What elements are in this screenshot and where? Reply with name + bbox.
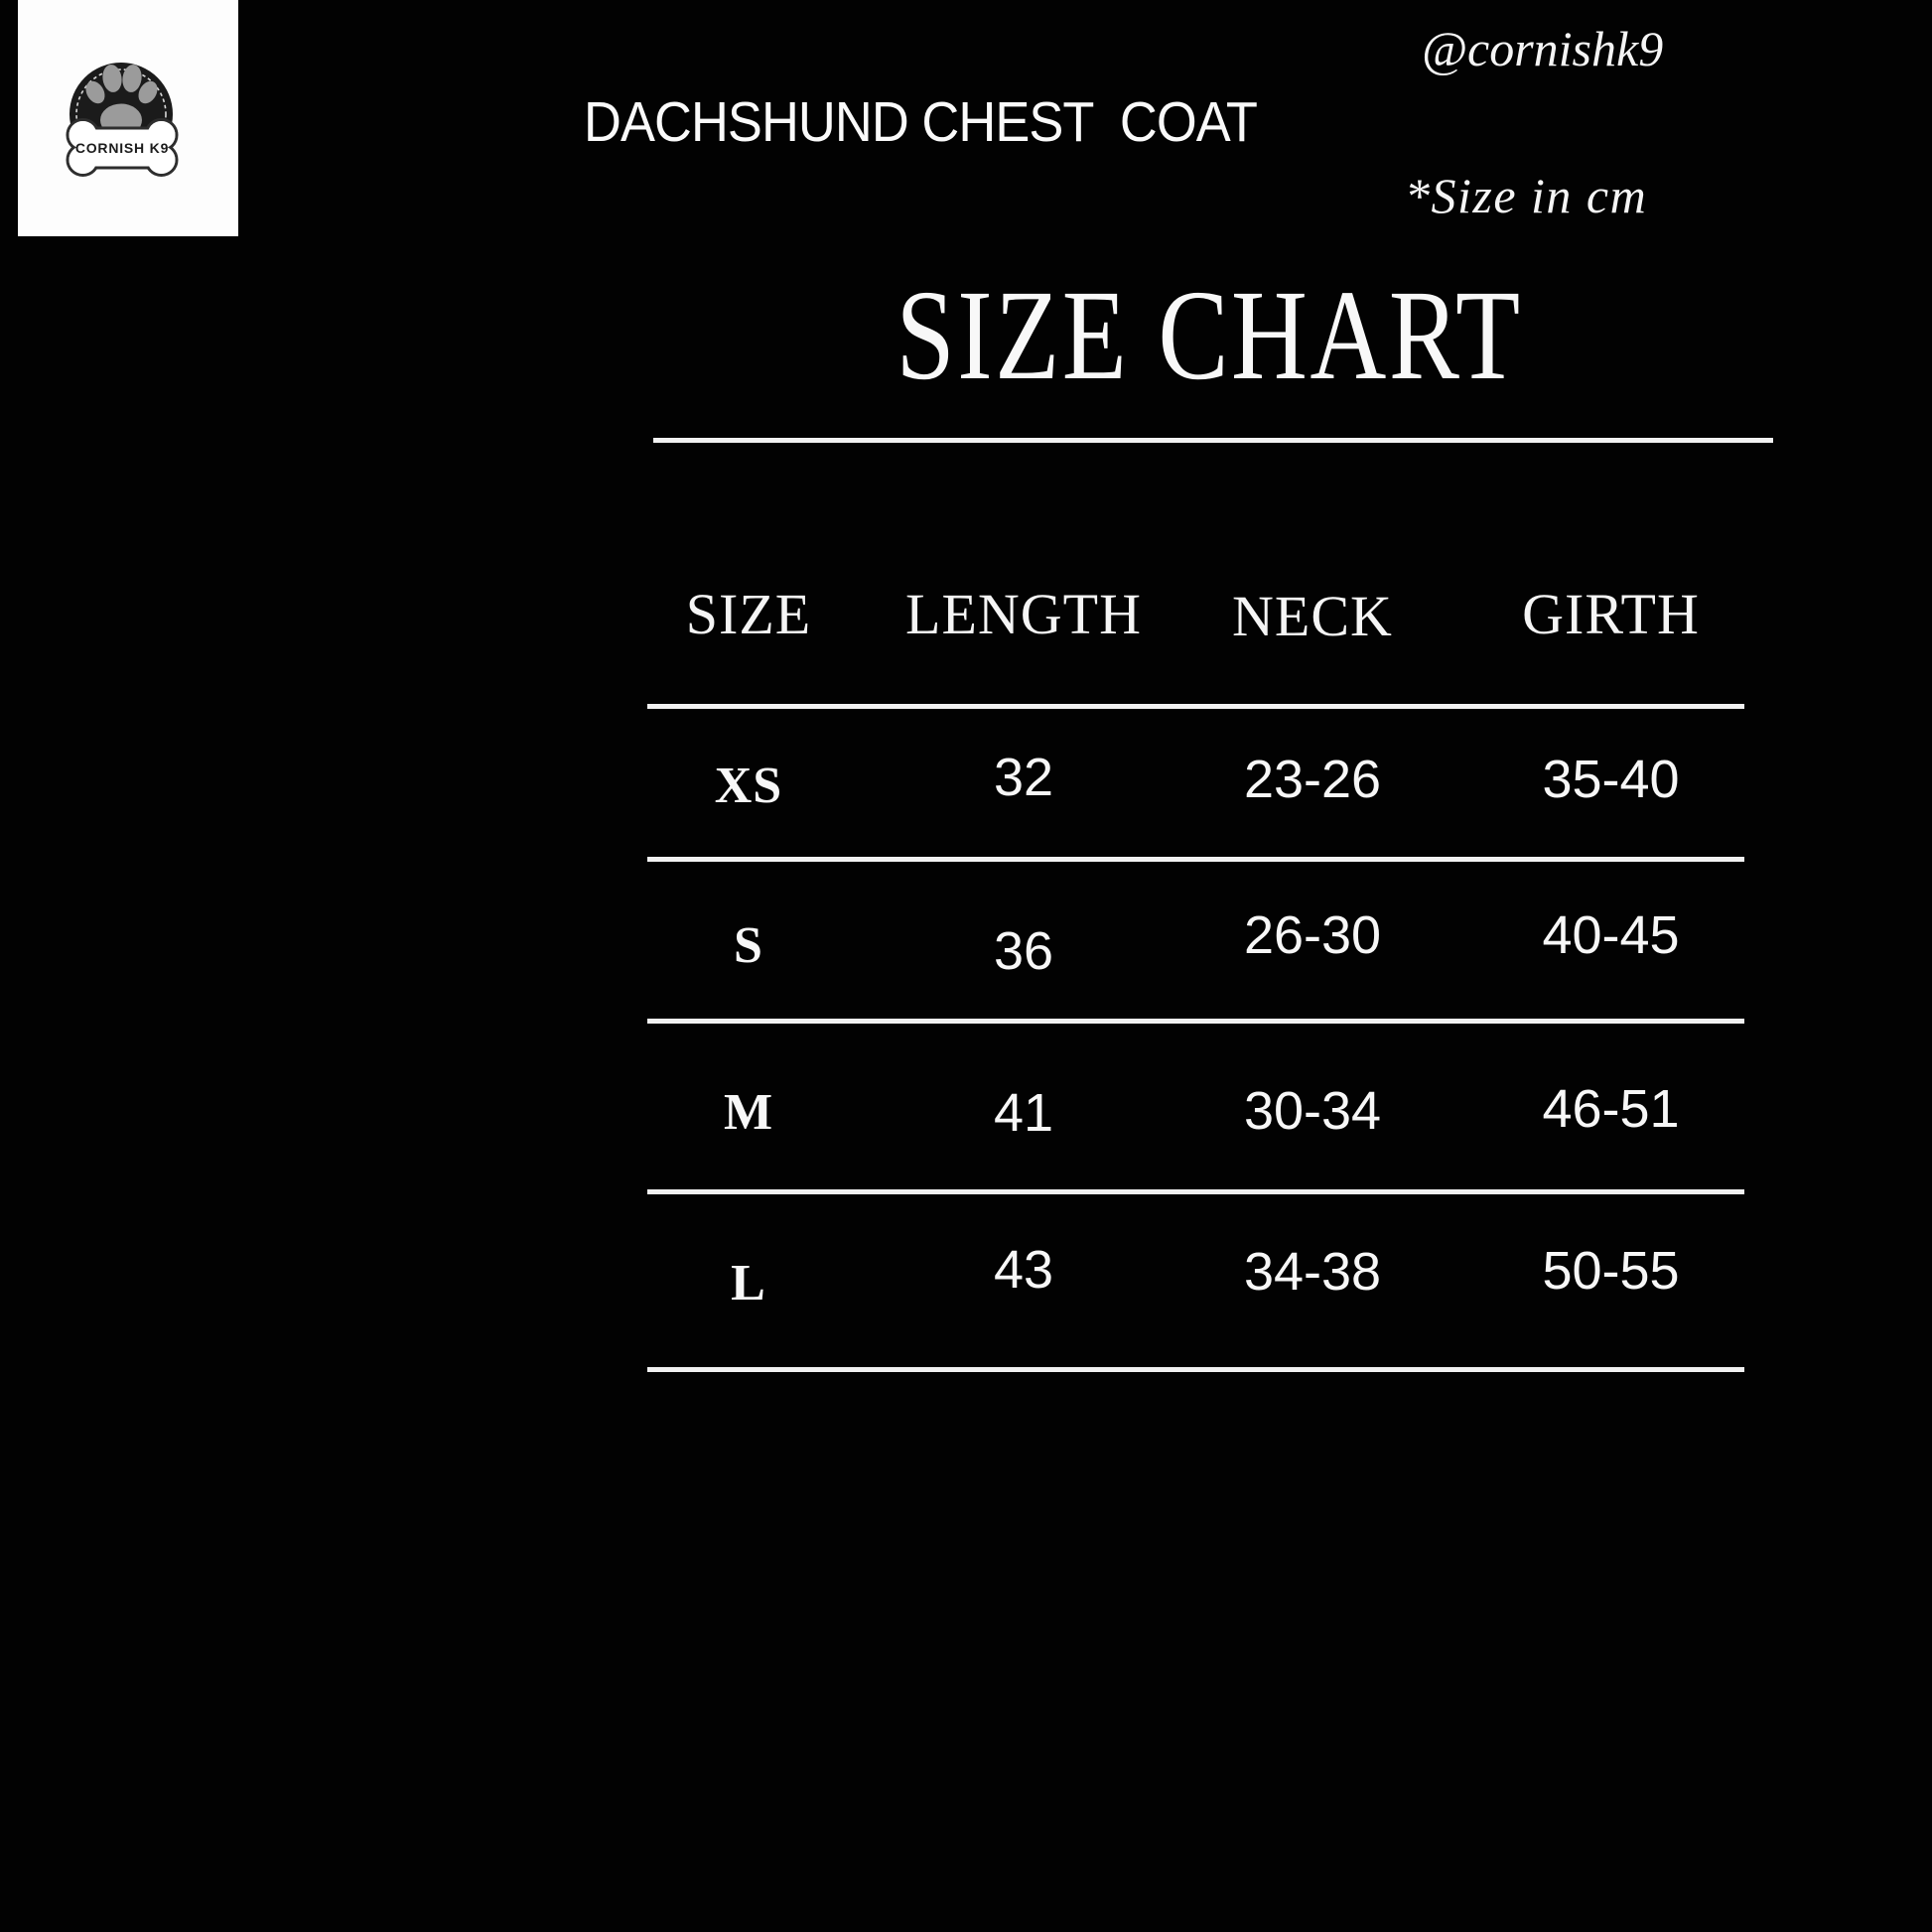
neck-value: 30-34 <box>1243 1081 1382 1141</box>
instagram-handle: @cornishk9 <box>1422 21 1664 76</box>
table-header-row <box>647 572 1744 657</box>
brand-name-text: CORNISH K9 <box>74 140 170 156</box>
column-header-girth: GIRTH <box>1522 582 1700 646</box>
divider-under-title <box>653 438 1773 443</box>
bone-icon <box>68 120 177 176</box>
cornish-k9-logo-icon <box>18 0 238 236</box>
size-label: L <box>731 1254 766 1311</box>
column-header-size: SIZE <box>685 582 812 646</box>
table-row-s <box>647 858 1744 1019</box>
length-value: 32 <box>993 747 1054 807</box>
chart-title: SIZE CHART <box>896 264 1523 407</box>
neck-value: 23-26 <box>1243 749 1382 809</box>
girth-value: 50-55 <box>1542 1240 1680 1301</box>
table-row-xs <box>647 704 1744 858</box>
girth-value: 46-51 <box>1542 1079 1680 1139</box>
divider-under-row-l <box>647 1367 1744 1372</box>
brand-logo <box>18 0 238 236</box>
girth-value: 35-40 <box>1542 749 1680 809</box>
size-unit-note: *Size in cm <box>1405 168 1648 223</box>
neck-value: 34-38 <box>1243 1241 1382 1302</box>
length-value: 41 <box>993 1083 1054 1143</box>
product-title: DACHSHUND CHEST COAT <box>584 90 1257 154</box>
size-label: M <box>723 1084 774 1141</box>
size-label: XS <box>714 757 783 814</box>
length-value: 43 <box>993 1239 1054 1300</box>
column-header-neck: NECK <box>1232 584 1393 648</box>
neck-value: 26-30 <box>1243 905 1382 965</box>
girth-value: 40-45 <box>1542 905 1680 965</box>
column-header-length: LENGTH <box>905 582 1142 646</box>
table-row-m <box>647 1019 1744 1189</box>
size-label: S <box>734 917 763 974</box>
length-value: 36 <box>993 921 1054 981</box>
table-row-l <box>647 1189 1744 1367</box>
